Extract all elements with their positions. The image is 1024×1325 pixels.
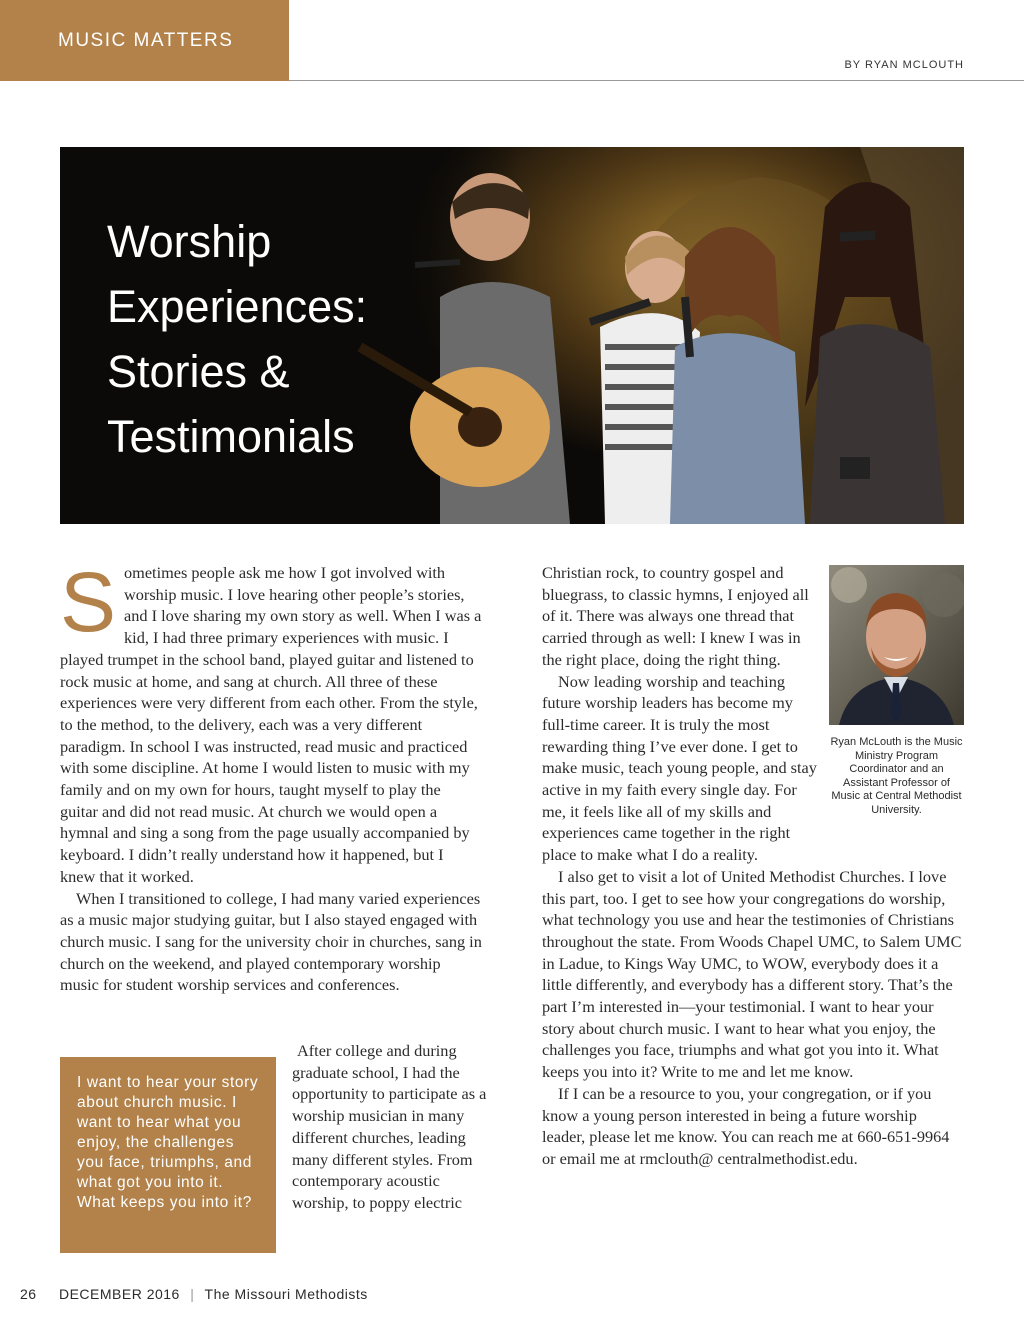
body-paragraph: If I can be a resource to you, your congregation, or if you know a young person interested in being a future worship leader, please let me know. You can reach me at 660-651-9964 or email me at rmclouth@ centralmethodist.edu. — [542, 1083, 950, 1168]
body-paragraph: I also get to visit a lot of United Methodist Churches. I love this part, too. I get to see how your congregations do worship, what technology you use and hear the testimonies of Christians throughout the state. From Woods Chapel UMC, to Salem UMC in Ladue, to Kings Way UMC, to WOW, everybody does it a little differently, and everybody has a different story. That’s the part I’m interested in—your testimonial. I want to hear your story about church music. I want to hear what you enjoy, the challenges you face, triumphs and what got you into it. What keeps you into it? Write to me and let me know. — [542, 866, 962, 1082]
issue-date: DECEMBER 2016 — [58, 1286, 180, 1302]
author-photo — [829, 565, 964, 725]
article-column-left — [60, 555, 482, 996]
author-portrait — [829, 565, 964, 725]
body-paragraph: When I transitioned to college, I had many varied experiences as a music major studying guitar, but I also stayed engaged with church music. I sang for the university choir in churches, sang in church on the weekend, and played contemporary worship music for student worship services and conferences. — [60, 888, 482, 995]
portrait-caption: Ryan McLouth is the Music Ministry Program Coordinator and an Assistant Professor of Music at Central Methodist University. — [830, 736, 963, 816]
section-tab — [0, 0, 289, 81]
publication-name: The Missouri Methodists — [204, 1286, 368, 1302]
article-title — [107, 209, 447, 469]
title-line: Experiences: — [107, 281, 368, 332]
pull-quote — [60, 1057, 276, 1253]
header-rule — [289, 80, 1024, 81]
dropcap: S — [60, 555, 117, 649]
pull-quote-text: I want to hear your story about church music. I want to hear what you enjoy, the challenges you face, triumphs, and what got you into it. What keeps you into it? — [77, 1074, 259, 1211]
footer-divider: | — [190, 1286, 195, 1302]
title-line: Testimonials — [107, 411, 355, 462]
title-line: Worship — [107, 216, 272, 267]
byline: BY RYAN MCLOUTH — [844, 59, 964, 71]
body-paragraph: Now leading worship and teaching future worship leaders has become my full-time career. It is truly the most rewarding thing I’ve ever done. I get to make music, teach young people, and stay active in my faith every single day. For me, it feels like all of my skills and experiences came together in the right place to make what I do a reality. — [542, 671, 817, 865]
body-paragraph: After college and during graduate school, I had the opportunity to participate as a worship musician in many different churches, leading many different styles. From contemporary acoustic worship, to poppy electric — [292, 1041, 487, 1212]
page-number: 26 — [20, 1286, 37, 1302]
section-label: MUSIC MATTERS — [58, 30, 234, 51]
body-paragraph: Christian rock, to country gospel and bluegrass, to classic hymns, I enjoyed all of it. There was always one thread that carried through as well: I knew I was in the right place, doing the right thing. — [542, 563, 809, 669]
article-column-middle — [292, 1040, 487, 1214]
page-footer — [20, 1286, 368, 1302]
hero-banner — [60, 147, 964, 524]
title-line: Stories & — [107, 346, 290, 397]
body-paragraph: ometimes people ask me how I got involved with worship music. I love hearing other people’s stories, and I love sharing my own story as well. When I was a kid, I had three primary experiences with music. I played trumpet in the school band, played guitar and listened to rock music at home, and sang at church. All three of these experiences were very different from each other. From the style, to the method, to the delivery, each was a very different paradigm. In school I was instructed, read music and practiced with some discipline. At home I would listen to music with my family and on my own for hours, taught myself to play the guitar and did not read music. At church we would open a hymnal and sing a song from the page usually accompanied by keyboard. I didn’t really understand how it happened, but I knew that it worked. — [60, 563, 482, 886]
